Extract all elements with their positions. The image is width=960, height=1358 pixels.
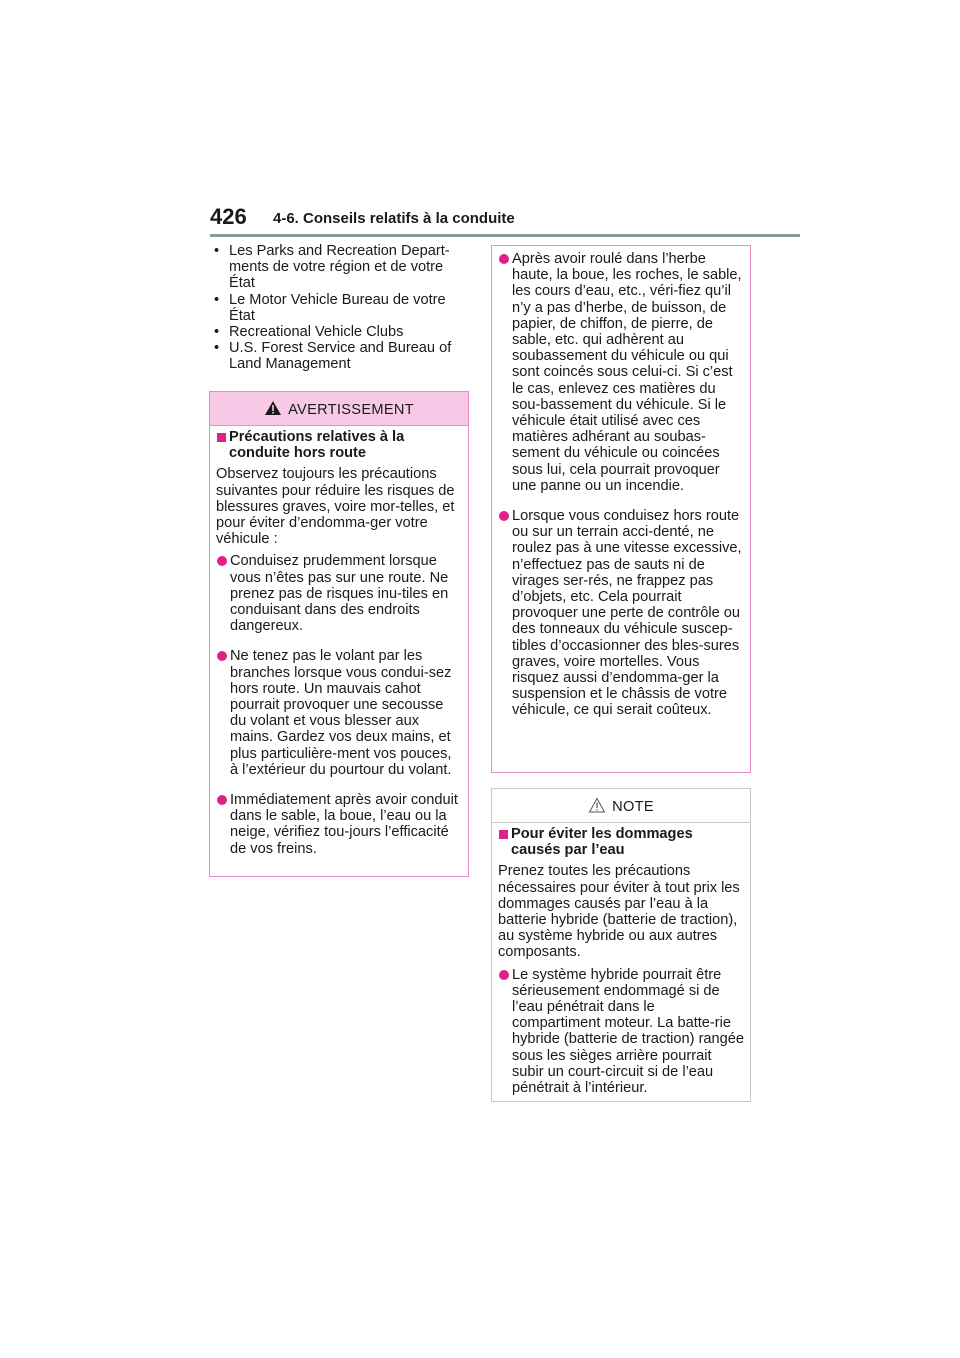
warning-box	[209, 391, 469, 877]
note-box	[491, 788, 751, 1102]
note-subtitle: Pour éviter les dommages causés par l’eau	[498, 826, 745, 858]
header-rule	[210, 234, 800, 237]
warning-item: Après avoir roulé dans l’herbe haute, la boue, les roches, le sable, les cours d’eau, etc., véri-fiez qu’il n’y a pas d’herbe, de buisson, de papier, de chiffon, de pierre, de sable, etc. qui adhèrent au soubassement du véhicule ou qui sont coincés sous celui-ci. Si c’est le cas, enlevez ces matières du sou-bassement du véhicule. Si le véhicule était utilisé avec ces matières adhérant au soubas-sement du véhicule ou coincées sous lui, cela pourrait provoquer une panne ou un incendie.	[498, 251, 745, 494]
warning-title: AVERTISSEMENT	[288, 402, 414, 418]
warning-item: Lorsque vous conduisez hors route ou sur un terrain acci-denté, ne roulez pas à une vitesse excessive, n’effectuez pas de sauts ni de virages ser-rés, ne frappez pas d’objets, etc. Cela pourrait provoquer une perte de contrôle ou des tonneaux du véhicule suscep-tibles d’occasionner des bles-sures graves, voire mortelles. Vous risquez aussi d’endomma-ger la suspension et le châssis de votre véhicule, ce qui serait coûteux.	[498, 508, 745, 719]
warning-subtitle: Précautions relatives à la conduite hors route	[216, 429, 463, 461]
warning-intro: Observez toujours les précautions suivantes pour réduire les risques de blessures graves, voire mor-telles, et pour éviter d’endomma-ger votre véhicule :	[216, 466, 455, 548]
warning-continued-box	[491, 245, 751, 773]
list-item: • Recreational Vehicle Clubs	[214, 324, 469, 340]
warning-item: Ne tenez pas le volant par les branches lorsque vous condui-sez hors route. Un mauvais cahot pourrait provoquer une secousse du volant et vous blesser aux mains. Gardez vos deux mains, et plus particulière-ment vos pouces, à l’extérieur du pourtour du volant.	[216, 648, 463, 778]
note-intro: Prenez toutes les précautions nécessaires pour éviter à tout prix les dommages causés par l’eau à la batterie hybride (batterie de traction), au système hybride ou aux autres composants.	[498, 863, 740, 961]
warning-item: Immédiatement après avoir conduit dans le sable, la boue, l’eau ou la neige, vérifiez tou-jours l’efficacité de vos freins.	[216, 792, 463, 857]
list-item: • U.S. Forest Service and Bureau of Land Management	[214, 340, 469, 372]
warning-header	[210, 392, 468, 426]
resource-list	[214, 243, 469, 373]
note-item: Le système hybride pourrait être sérieusement endommagé si de l’eau pénétrait dans le compartiment moteur. La batte-rie hybride (batterie de traction) rangée sous les sièges arrière pourrait subir un court-circuit si de l’eau pénétrait à l’intérieur.	[498, 967, 745, 1097]
list-item: • Le Motor Vehicle Bureau de votre État	[214, 292, 469, 324]
note-title: NOTE	[612, 799, 654, 815]
note-header	[492, 789, 750, 823]
warning-item: Conduisez prudemment lorsque vous n’êtes pas sur une route. Ne prenez pas de risques inu-tiles en conduisant dans des endroits dangereux.	[216, 553, 463, 634]
list-item: • Les Parks and Recreation Depart-ments de votre région et de votre État	[214, 243, 469, 292]
warning-triangle-icon	[264, 400, 282, 420]
page-number: 426	[210, 204, 247, 229]
caution-triangle-icon	[588, 797, 606, 817]
section-title: 4-6. Conseils relatifs à la conduite	[273, 210, 515, 227]
page-header	[210, 204, 800, 232]
